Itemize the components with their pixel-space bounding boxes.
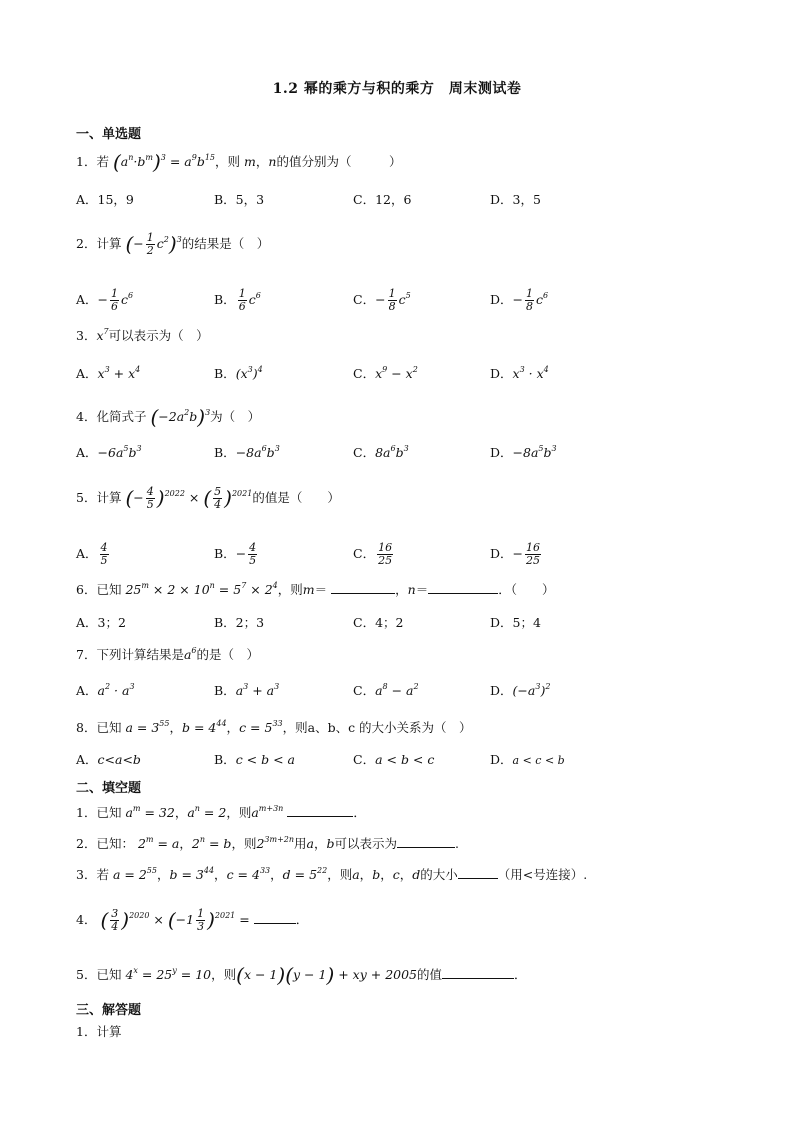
option-c[interactable]: C．12，6: [353, 192, 412, 207]
section-answer: 三、解答题: [76, 1003, 142, 1018]
option-d[interactable]: D．3，5: [490, 192, 541, 207]
fill-question-3: 3．若 $a = 2^{55}$，$b = 3^{44}$，$c = 4^{33}$，$d = 5^{22}$，则a，b，c，d的大小 （用<号连接）.: [76, 866, 588, 882]
option-c[interactable]: C．− $\frac{1}{8}$ $c^5$: [353, 287, 411, 313]
option-d[interactable]: D．$(-a^3)^2$: [490, 682, 551, 698]
question-3-options: [76, 364, 716, 384]
option-b[interactable]: B．2；3: [214, 615, 265, 630]
fill-question-4: 4． ( $\frac{3}{4}$ )$^{2020}$ × (−1 $\frac{1}{3}$ )$^{2021}$ = ．: [76, 907, 309, 933]
option-a[interactable]: A．15，9: [76, 192, 134, 207]
option-a[interactable]: A．$a^2 \cdot a^3$: [76, 682, 135, 698]
option-d[interactable]: D．$x^3 \cdot x^4$: [490, 365, 549, 381]
question-2-options: [76, 287, 716, 313]
option-b[interactable]: B．c < b < a: [214, 752, 295, 767]
fill-question-5: 5．已知 $4^x = 25^y = 10$，则(x − 1)(y − 1) + xy + 2005的值 ．: [76, 963, 527, 987]
question-4: 4．化简式子 $(-2a^2b)^3$为（ ）: [76, 405, 261, 429]
question-1-options: [76, 190, 716, 210]
question-6-options: [76, 613, 716, 633]
question-2: 2．计算 (− $\frac{1}{2}$ $c^2)^3$的结果是（ ）: [76, 231, 270, 257]
option-c[interactable]: C．$a^8 - a^2$: [353, 682, 419, 698]
option-d[interactable]: D．$-8a^5b^3$: [490, 444, 557, 460]
section-fill-in: 二、填空题: [76, 781, 142, 796]
answer-question-1: 1．计算: [76, 1024, 122, 1039]
option-d[interactable]: D．− $\frac{1}{8}$ $c^6$: [490, 287, 549, 313]
question-4-options: [76, 443, 716, 463]
option-a[interactable]: A．$x^3 + x^4$: [76, 365, 141, 381]
option-c[interactable]: C．4；2: [353, 615, 404, 630]
option-d[interactable]: D．− $\frac{16}{25}$: [490, 541, 541, 567]
option-b[interactable]: B．− $\frac{4}{5}$: [214, 541, 257, 567]
option-a[interactable]: A．c<a<b: [76, 752, 141, 767]
question-6: 6．已知 $25^m \times 2 \times 10^n = 5^7 \times 2^4$，则m＝ ，n＝ ．（ ）: [76, 581, 555, 597]
option-b[interactable]: B．5，3: [214, 192, 265, 207]
option-c[interactable]: C． $\frac{16}{25}$: [353, 541, 393, 567]
option-d[interactable]: D．5；4: [490, 615, 541, 630]
question-8-options: [76, 750, 716, 770]
option-c[interactable]: C．$x^9 - x^2$: [353, 365, 418, 381]
option-b[interactable]: B．$a^3 + a^3$: [214, 682, 280, 698]
section-single-choice: 一、单选题: [76, 127, 142, 142]
option-b[interactable]: B． $\frac{1}{6}$ $c^6$: [214, 287, 261, 313]
question-1: 1．若 $(a^n\cdot b^m)^3 = a^9b^{15}$，则 m，n的值分别为（ ）: [76, 150, 402, 174]
option-c[interactable]: C．a < b < c: [353, 752, 435, 767]
fill-question-2: 2．已知： $2^m = a$，$2^n = b$，则$2^{3m+2n}$用a，b可以表示为 .: [76, 835, 460, 851]
option-b[interactable]: B．$-8a^6b^3$: [214, 444, 280, 460]
option-c[interactable]: C．$8a^6b^3$: [353, 444, 409, 460]
option-a[interactable]: A．− $\frac{1}{6}$ $c^6$: [76, 287, 134, 313]
question-8: 8．已知 $a = 3^{55}$，$b = 4^{44}$，$c = 5^{33}$，则a、b、c 的大小关系为（ ）: [76, 719, 472, 735]
page-title: 1.2 幂的乘方与积的乘方 周末测试卷: [272, 81, 522, 97]
question-3: 3．$x^7$可以表示为（ ）: [76, 327, 209, 343]
question-7: 7．下列计算结果是$a^6$的是（ ）: [76, 646, 260, 662]
option-a[interactable]: A． $\frac{4}{5}$: [76, 541, 108, 567]
question-7-options: [76, 681, 716, 701]
option-a[interactable]: A．$-6a^5b^3$: [76, 444, 142, 460]
question-5: 5．计算 (− $\frac{4}{5}$ )$^{2022}$ × ( $\frac{5}{4}$ )$^{2021}$的值是（ ）: [76, 485, 340, 511]
option-d[interactable]: D．a < c < b: [490, 752, 565, 767]
fill-question-1: 1．已知 $a^m = 32$，$a^n = 2$，则$a^{m+3n}$ ．: [76, 804, 366, 820]
option-b[interactable]: B．$(x^3)^4$: [214, 365, 263, 381]
option-a[interactable]: A．3；2: [76, 615, 126, 630]
question-5-options: [76, 541, 716, 567]
